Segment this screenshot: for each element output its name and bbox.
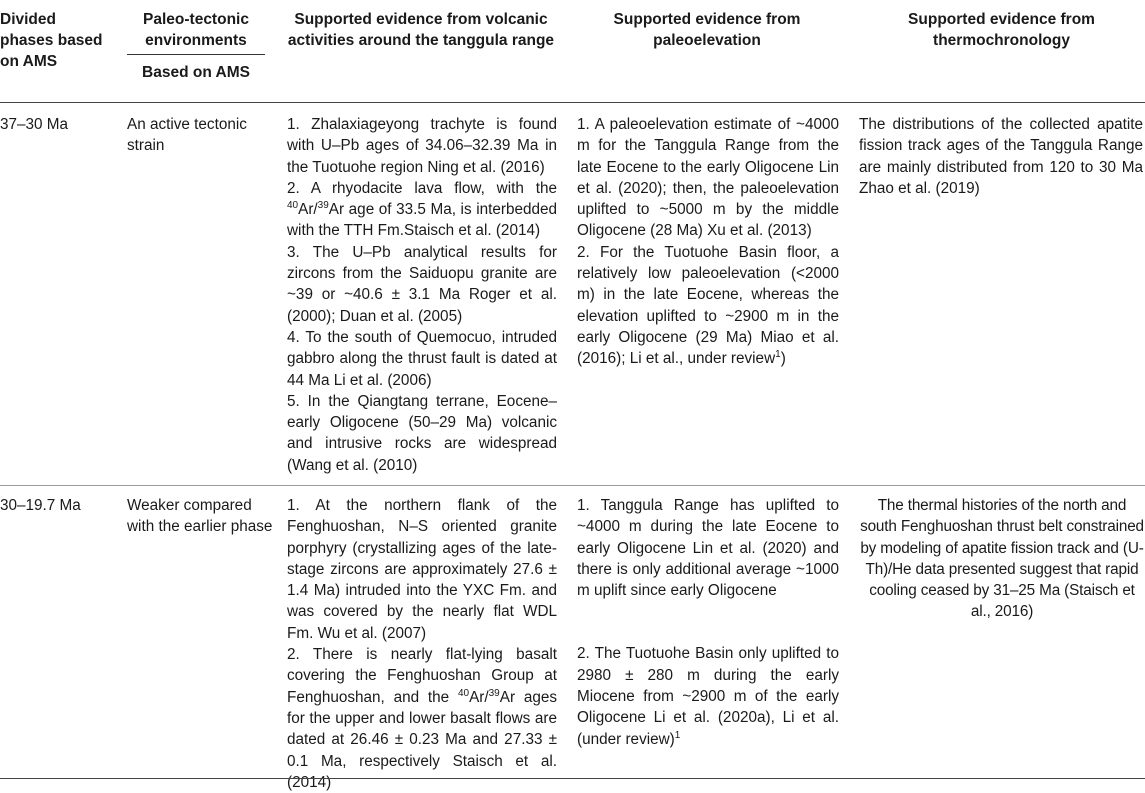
row1-thermo-text: The distributions of the collected apatite fission track ages of the Tanggula Range are mainly distributed from 120 to 30 Ma Zhao et al. (2019) bbox=[859, 116, 1143, 197]
row1-environment: An active tectonic strain bbox=[127, 116, 247, 155]
header-divider bbox=[0, 102, 1145, 103]
row-divider bbox=[0, 485, 1145, 486]
row2-environment: Weaker compared with the earlier phase bbox=[127, 497, 273, 536]
row2-thermochronology-evidence bbox=[859, 495, 1145, 623]
header-paleo-tectonic: Paleo-tectonic environments bbox=[143, 11, 249, 49]
row2-thermo-text: The thermal histories of the north and south Fenghuoshan thrust belt constrained by modeling of apatite fission track and (U-Th)/He data presented suggest that rapid cooling ceased by 31–25 Ma (Staisch et al., 2016) bbox=[860, 497, 1144, 621]
header-volcanic-evidence: Supported evidence from volcanic activities around the tanggula range bbox=[287, 11, 555, 49]
row2-volcanic-item-1: 1. At the northern flank of the Fenghuoshan, N–S oriented granite porphyry (crystallizing ages of the late-stage zircons are approximately 27.6 ± 1.4 Ma) intruded into the YXC Fm. and was covered by the nearly flat WDL Fm. Wu et al. (2007) bbox=[287, 497, 557, 642]
row1-phase: 37–30 Ma bbox=[0, 116, 69, 133]
row2-volcanic-evidence bbox=[287, 495, 557, 793]
row1-volcanic-item-1: 1. Zhalaxiageyong trachyte is found with U–Pb ages of 34.06–32.39 Ma in the Tuotuohe region Ning et al. (2016) bbox=[287, 116, 557, 176]
row1-paleoelevation-item-1: 1. A paleoelevation estimate of ~4000 m for the Tanggula Range from the late Eocene to the early Oligocene Lin et al. (2020); then, the paleoelevation uplifted to ~5000 m by the middle Oligocene (28 Ma) Xu et al. (2013) bbox=[577, 116, 839, 240]
row1-volcanic-item-5: 5. In the Qiangtang terrane, Eocene–early Oligocene (50–29 Ma) volcanic and intrusive rocks are widespread (Wang et al. (2010) bbox=[287, 392, 557, 474]
table-bottom-rule bbox=[0, 778, 1145, 779]
row1-volcanic-evidence bbox=[287, 114, 557, 476]
row1-thermochronology-evidence bbox=[859, 114, 1143, 199]
row2-phase: 30–19.7 Ma bbox=[0, 497, 81, 514]
header-paleoelevation-evidence: Supported evidence from paleoelevation bbox=[613, 11, 801, 49]
row2-paleoelevation-item-1: 1. Tanggula Range has uplifted to ~4000 m during the late Eocene to early Oligocene Lin et al. (2020) and there is only additional average ~1000 m uplift since early Oligocene bbox=[577, 497, 839, 600]
row1-paleoelevation-evidence bbox=[577, 114, 839, 370]
row1-volcanic-item-2: 2. A rhyodacite lava flow, with the $^{40}$Ar/$^{39}$Ar age of 33.5 Ma, is interbedded with the TTH Fm.Staisch et al. (2014) bbox=[287, 179, 557, 240]
header-subrule bbox=[127, 54, 265, 55]
header-based-on-ams: Based on AMS bbox=[142, 64, 250, 81]
row1-volcanic-item-3: 3. The U–Pb analytical results for zircons from the Saiduopu granite are ~39 or ~40.6 ± 3.1 Ma Roger et al. (2000); Duan et al. (2005) bbox=[287, 243, 557, 325]
row2-paleoelevation-evidence bbox=[577, 495, 839, 750]
row1-volcanic-item-4: 4. To the south of Quemocuo, intruded gabbro along the thrust fault is dated at 44 Ma Li et al. (2006) bbox=[287, 328, 557, 389]
row2-paleoelevation-item-2: 2. The Tuotuohe Basin only uplifted to 2980 ± 280 m during the early Miocene from ~2900 m of the early Oligocene Li et al. (2020a), Li et al. (under review)$^1$ bbox=[577, 645, 839, 748]
header-thermochronology-evidence: Supported evidence from thermochronology bbox=[908, 11, 1095, 49]
row1-paleoelevation-item-2: 2. For the Tuotuohe Basin floor, a relatively low paleoelevation (<2000 m) in the late Eocene, whereas the elevation uplifted to ~2900 m in the early Oligocene (29 Ma) Miao et al. (2016); Li et al., under review$^1$) bbox=[577, 243, 839, 368]
row2-volcanic-item-2: 2. There is nearly flat-lying basalt covering the Fenghuoshan Group at Fenghuoshan, and the $^{40}$Ar/$^{39}$Ar ages for the upper and lower basalt flows are dated at 26.46 ± 0.23 Ma and 27.33 ± 0.1 Ma, respectively Staisch et al. (2014) bbox=[287, 646, 557, 791]
header-divided-phases: Divided phases based on AMS bbox=[0, 11, 103, 70]
